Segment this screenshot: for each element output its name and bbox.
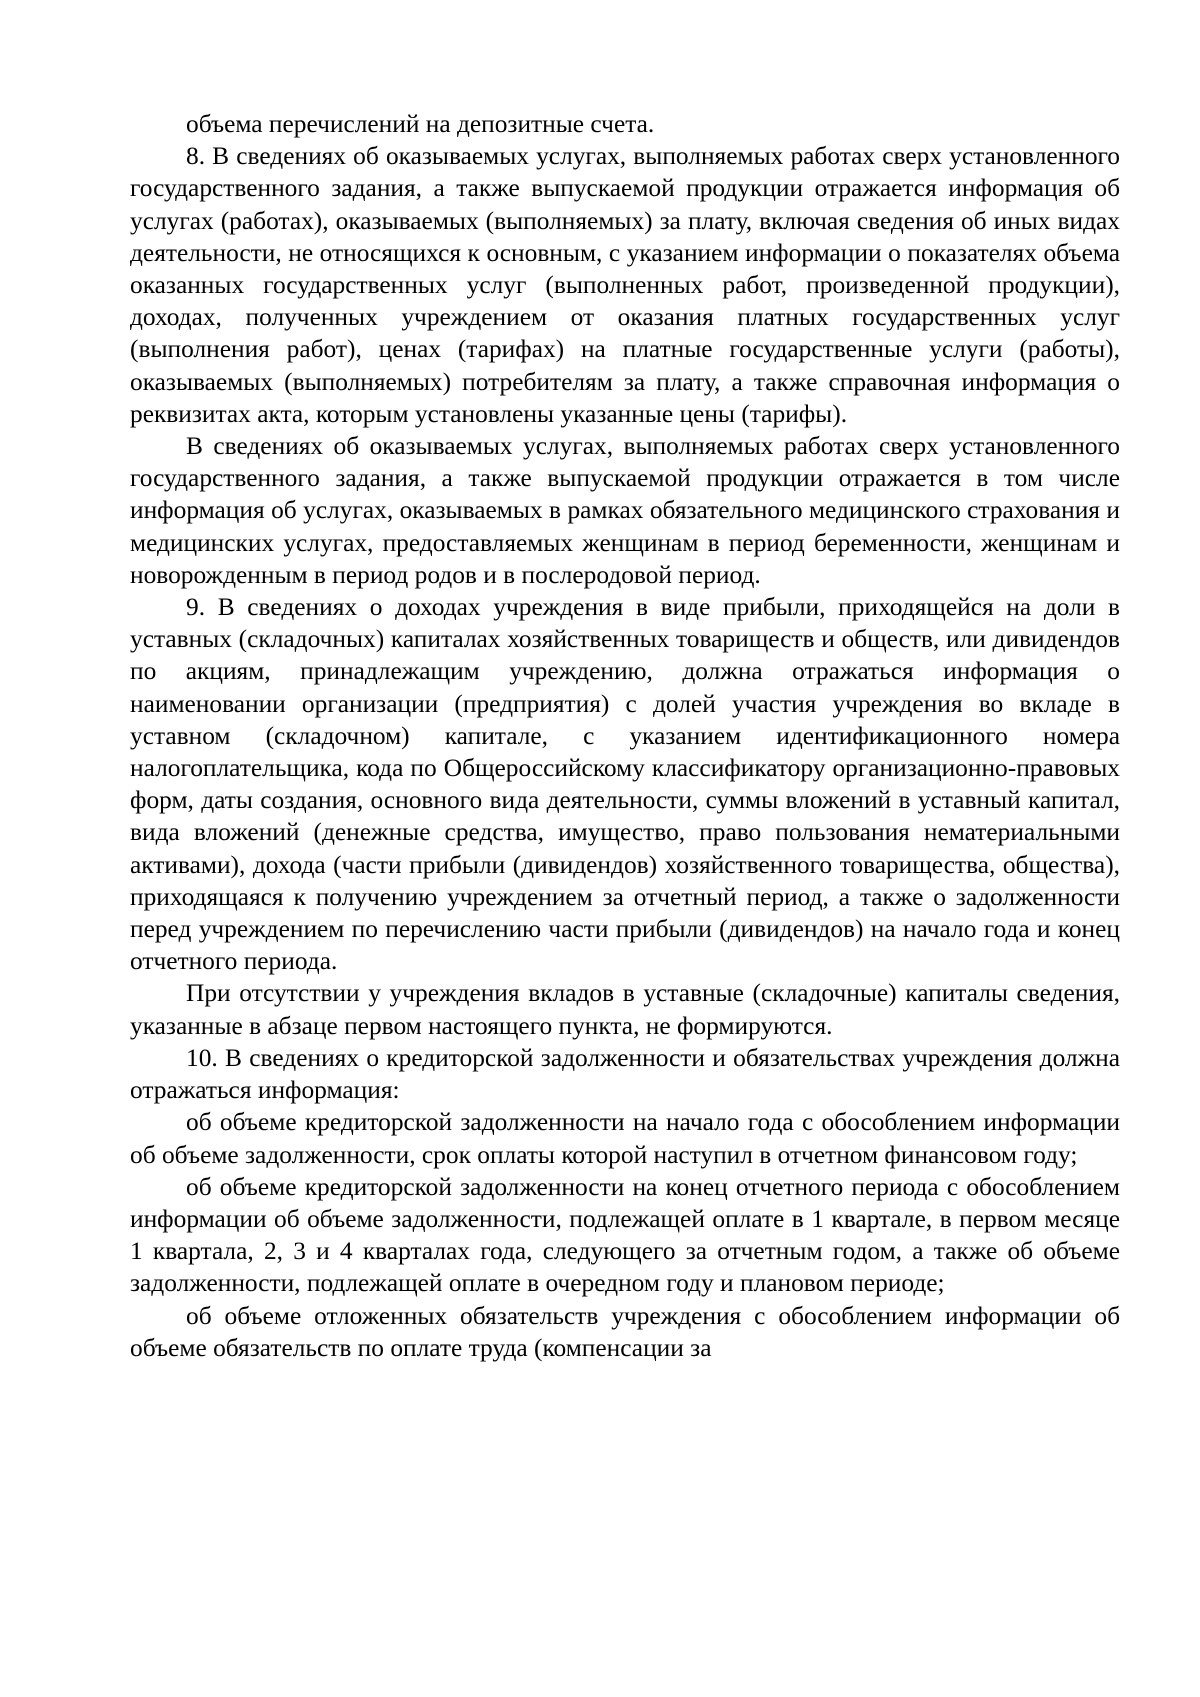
paragraph-item-10-bullet-3: об объеме отложенных обязательств учреждения с обособлением информации об объеме обязательств по оплате труда (компенсации за <box>130 1301 1120 1362</box>
paragraph-item-9: 9. В сведениях о доходах учреждения в виде прибыли, приходящейся на доли в уставных (складочных) капиталах хозяйственных товариществ и обществ, или дивидендов по акциям, принадлежащим учреждению, должна отражаться информация о наименовании организации (предприятия) с долей участия учреждения во вкладе в уставном (складочном) капитале, с указанием идентификационного номера налогоплательщика, кода по Общероссийскому классификатору организационно-правовых форм, даты создания, основного вида деятельности, суммы вложений в уставный капитал, вида вложений (денежные средства, имущество, право пользования нематериальными активами), дохода (части прибыли (дивидендов) хозяйственного товарищества, общества), приходящаяся к получению учреждением за отчетный период, а также о задолженности перед учреждением по перечислению части прибыли (дивидендов) на начало года и конец отчетного периода. <box>130 593 1120 976</box>
paragraph-item-10-bullet-1: об объеме кредиторской задолженности на начало года с обособлением информации об объеме задолженности, срок оплаты которой наступил в отчетном финансовом году; <box>130 1108 1120 1169</box>
paragraph-item-10-bullet-2: об объеме кредиторской задолженности на конец отчетного периода с обособлением информации об объеме задолженности, подлежащей оплате в 1 квартале, в первом месяце 1 квартала, 2, 3 и 4 кварталах года, следующего за отчетным годом, а также об объеме задолженности, подлежащей оплате в очередном году и плановом периоде; <box>130 1172 1120 1298</box>
paragraph-continuation: объема перечислений на депозитные счета. <box>186 110 655 138</box>
paragraph-item-9-continued: При отсутствии у учреждения вкладов в уставные (складочные) капиталы сведения, указанные в абзаце первом настоящего пункта, не формируются. <box>130 979 1120 1040</box>
paragraph-item-8-continued: В сведениях об оказываемых услугах, выполняемых работах сверх установленного государственного задания, а также выпускаемой продукции отражается в том числе информация об услугах, оказываемых в рамках обязательного медицинского страхования и медицинских услугах, предоставляемых женщинам в период беременности, женщинам и новорожденным в период родов и в послеродовой период. <box>130 432 1120 589</box>
paragraph-item-10: 10. В сведениях о кредиторской задолженности и обязательствах учреждения должна отражаться информация: <box>130 1043 1120 1105</box>
paragraph-item-8: 8. В сведениях об оказываемых услугах, выполняемых работах сверх установленного государственного задания, а также выпускаемой продукции отражается информация об услугах (работах), оказываемых (выполняемых) за плату, включая сведения об иных видах деятельности, не относящихся к основным, с указанием информации о показателях объема оказанных государственных услуг (выполненных работ, произведенной продукции), доходах, полученных учреждением от оказания платных государственных услуг (выполнения работ), ценах (тарифах) на платные государственные услуги (работы), оказываемых (выполняемых) потребителям за плату, а также справочная информация о реквизитах акта, которым установлены указанные цены (тарифы). <box>130 142 1120 428</box>
document-page <box>130 108 1120 1364</box>
